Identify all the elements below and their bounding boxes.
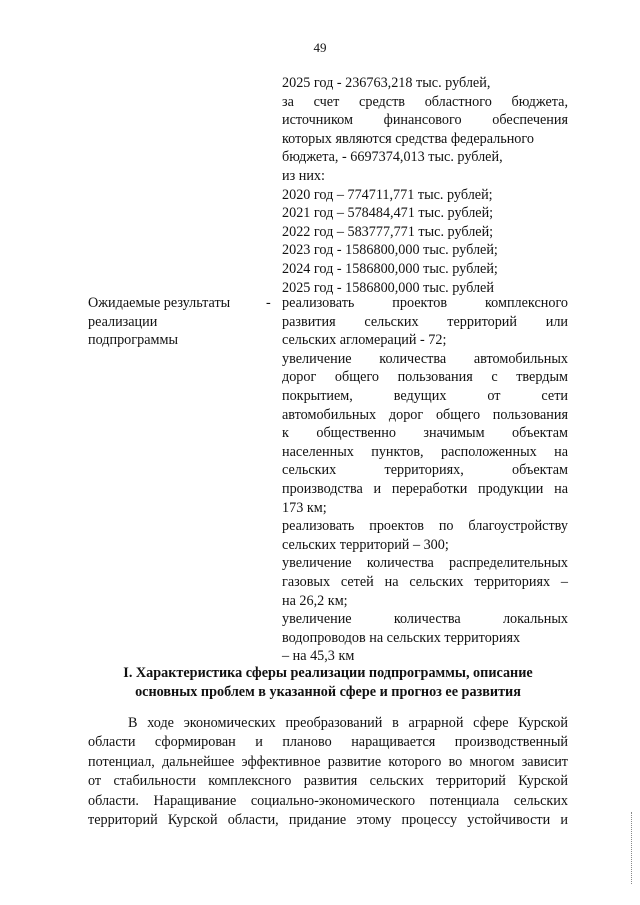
paragraph-line: потенциал, дальнейшее эффективное развитие которого во многом зависит [88, 753, 568, 770]
section-heading-line: основных проблем в указанной сфере и прогноз ее развития [135, 684, 521, 700]
result-line: водопроводов на сельских территориях [282, 629, 521, 646]
result-line: – на 45,3 км [282, 648, 355, 665]
result-line: к общественно значимым объектам [282, 425, 568, 442]
result-line: увеличение количества локальных [282, 611, 568, 628]
result-line: сельских агломераций - 72; [282, 332, 447, 349]
result-line: автомобильных дорог общего пользования [282, 406, 568, 423]
paragraph-line: В ходе экономических преобразований в аграрной сфере Курской [128, 715, 568, 731]
funding-sources-block [282, 74, 568, 297]
funding-line: 2025 год - 236763,218 тыс. рублей, [282, 75, 491, 91]
funding-line: 2025 год - 1586800,000 тыс. рублей [282, 279, 494, 296]
funding-line: источником финансового обеспечения [282, 112, 568, 129]
result-line: покрытием, ведущих от сети [282, 387, 568, 404]
funding-line: за счет средств областного бюджета, [282, 93, 568, 110]
funding-line: 2023 год - 1586800,000 тыс. рублей; [282, 242, 498, 259]
margin-scan-mark [631, 812, 634, 884]
funding-line: 2024 год - 1586800,000 тыс. рублей; [282, 260, 498, 277]
result-line: производства и переработки продукции на [282, 480, 568, 497]
funding-line: из них: [282, 167, 325, 184]
result-line: увеличение количества автомобильных [282, 350, 568, 367]
label-dash: - [266, 295, 271, 311]
funding-line: которых являются средства федерального [282, 130, 534, 147]
funding-line: бюджета, - 6697374,013 тыс. рублей, [282, 149, 503, 166]
label-line: Ожидаемые результаты [88, 295, 231, 311]
result-line: 173 км; [282, 499, 327, 516]
result-line: дорог общего пользования с твердым [282, 369, 568, 386]
funding-line: 2022 год – 583777,771 тыс. рублей; [282, 223, 494, 240]
result-line: развития сельских территорий или [282, 313, 568, 330]
result-line: реализовать проектов комплексного [282, 295, 568, 311]
result-line: сельских территориях, объектам [282, 462, 568, 479]
page-number: 49 [313, 40, 327, 55]
paragraph-line: области сформирован и планово наращивается производственный [88, 734, 568, 751]
body-paragraph [88, 714, 568, 830]
result-line: сельских территорий – 300; [282, 536, 449, 553]
label-line: реализации [88, 313, 158, 330]
result-line: на 26,2 км; [282, 592, 348, 609]
result-line: увеличение количества распределительных [282, 555, 568, 572]
paragraph-line: от стабильности комплексного развития сельских территорий Курской [88, 773, 568, 790]
result-line: реализовать проектов по благоустройству [282, 518, 568, 535]
expected-results-label [88, 294, 253, 350]
label-line: подпрограммы [88, 332, 178, 349]
paragraph-line: территорий Курской области, придание этому процессу устойчивости и [88, 812, 568, 829]
expected-results-list [282, 294, 568, 666]
funding-line: 2021 год – 578484,471 тыс. рублей; [282, 205, 494, 222]
paragraph-line: области. Наращивание социально-экономического потенциала сельских [88, 792, 568, 809]
funding-line: 2020 год – 774711,771 тыс. рублей; [282, 186, 493, 203]
section-heading [88, 664, 568, 702]
result-line: газовых сетей на сельских территориях – [282, 573, 568, 590]
section-heading-line: I. Характеристика сферы реализации подпрограммы, описание [123, 665, 533, 681]
result-line: населенных пунктов, расположенных на [282, 443, 568, 460]
